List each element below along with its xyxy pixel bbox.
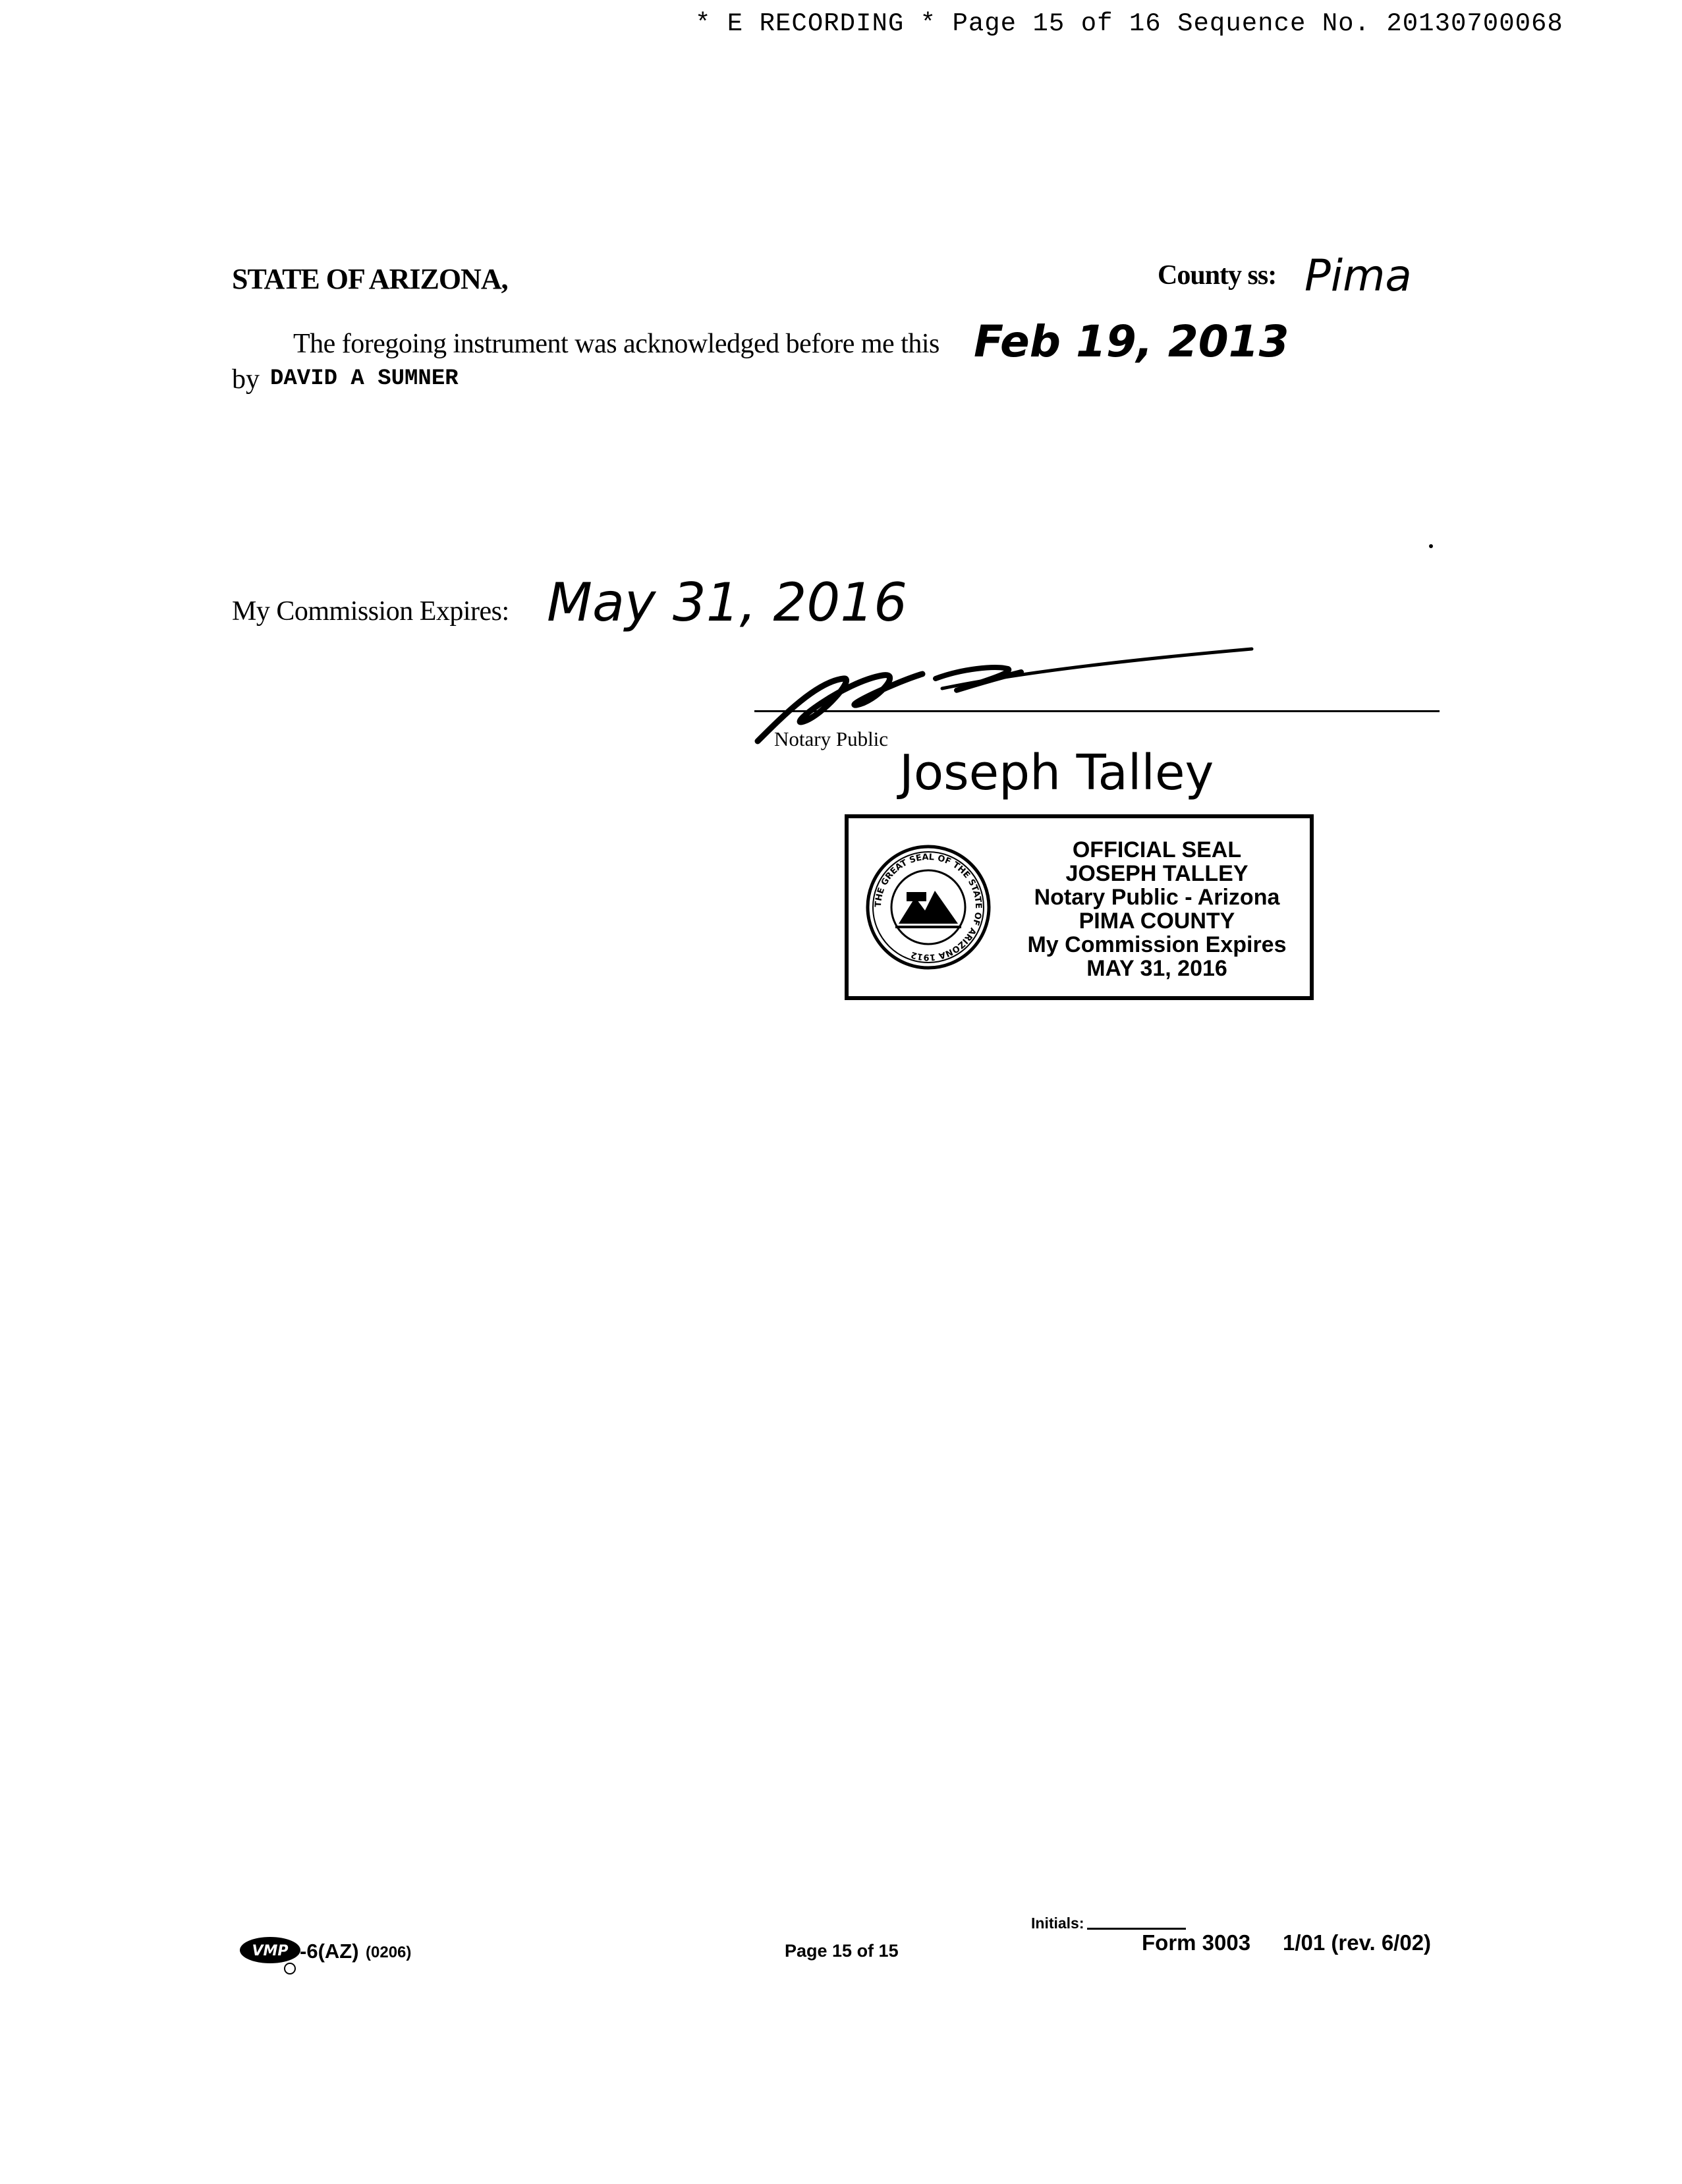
seal-line: MAY 31, 2016 [1086,956,1227,981]
seal-line: JOSEPH TALLEY [1065,861,1248,886]
vmp-logo [238,1936,304,1975]
state-heading: STATE OF ARIZONA, [232,263,508,295]
signer-name: DAVID A SUMNER [270,366,459,391]
county-handwritten: Pima [1304,250,1412,301]
form-date-code: (0206) [366,1944,412,1961]
notary-seal-stamp [845,814,1314,1000]
notary-public-label: Notary Public [774,727,889,750]
recording-header: * E RECORDING * Page 15 of 16 Sequence No. 20130700068 [695,9,1563,38]
initials-line [1087,1928,1186,1930]
signature-line [754,710,1440,712]
acknowledgment-text: The foregoing instrument was acknowledged before me this [293,329,939,359]
form-number: Form 3003 [1142,1930,1251,1955]
commission-label: My Commission Expires: [232,596,509,627]
seal-line: OFFICIAL SEAL [1072,837,1242,862]
form-revision: 1/01 (rev. 6/02) [1283,1930,1432,1955]
seal-line: PIMA COUNTY [1079,909,1235,934]
seal-text-block [1019,838,1295,980]
svg-text:THE GREAT SEAL OF THE STATE OF: THE GREAT SEAL OF THE STATE OF ARIZONA 1912 [873,852,984,963]
page-number: Page 15 of 15 [785,1941,899,1961]
initials-label: Initials: [1031,1915,1084,1932]
form-code: -6(AZ) [300,1940,359,1963]
seal-line: Notary Public - Arizona [1034,885,1280,910]
svg-text:VMP: VMP [252,1943,289,1959]
stray-dot [1429,544,1433,548]
arizona-seal-emblem [866,845,991,970]
seal-line: My Commission Expires [1027,932,1287,957]
acknowledgment-date-handwritten: Feb 19, 2013 [974,316,1289,367]
county-label: County ss: [1158,260,1277,291]
notary-printed-name-handwritten: Joseph Talley [899,744,1214,801]
by-label: by [232,364,260,395]
commission-date-handwritten: May 31, 2016 [547,572,908,633]
